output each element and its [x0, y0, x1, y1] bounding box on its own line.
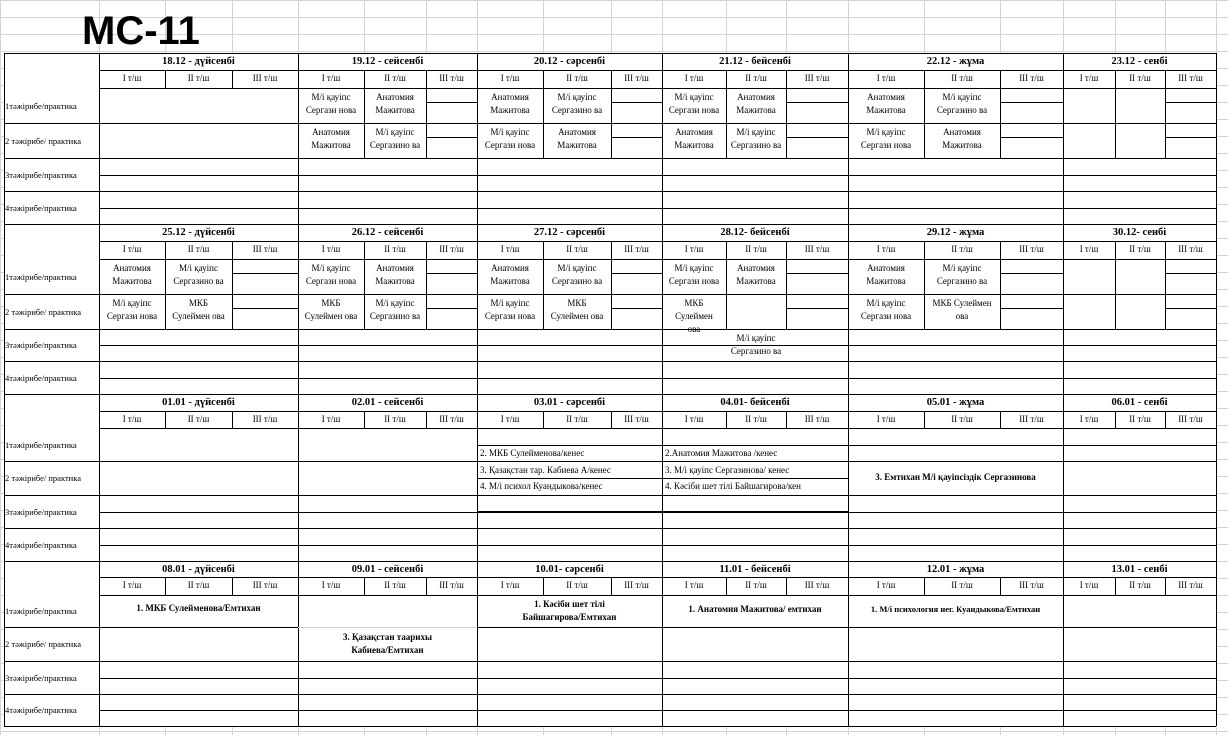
- shift-label: ІІ т/ш: [745, 244, 767, 254]
- row-border: [99, 123, 1216, 124]
- day-header: 25.12 - дүйсенбі: [162, 227, 235, 238]
- lesson-text: Сулеймен: [675, 311, 713, 321]
- shift-label: ІІ т/ш: [384, 244, 406, 254]
- week-bottom-border: [4, 726, 1216, 727]
- lesson-text: МКБ Сулеймен: [932, 298, 992, 308]
- page-title: МС-11: [82, 9, 200, 53]
- day-header: 12.01 - жұма: [926, 564, 985, 575]
- shift-label: ІІІ т/ш: [1019, 414, 1044, 424]
- row-label: 4тәжірибе/практика: [5, 540, 77, 550]
- shift-label: ІІ т/ш: [187, 73, 210, 83]
- row-subborder: [99, 710, 1216, 711]
- cell-subline: [662, 478, 848, 479]
- day-header-border: [99, 411, 1216, 412]
- shift-border: [786, 259, 787, 329]
- shift-label: І т/ш: [321, 244, 341, 254]
- lesson-text: Мажитова: [866, 276, 906, 286]
- row-label-border: [4, 294, 99, 295]
- lesson-text: Мажитова: [311, 140, 351, 150]
- row-label: 1тәжірибе/практика: [5, 101, 77, 111]
- shift-border: [1000, 88, 1001, 158]
- lesson-text: Мажитова: [375, 276, 415, 286]
- row-label: 1тәжірибе/практика: [5, 606, 77, 616]
- row-label-border: [4, 461, 99, 462]
- lesson-text: МКБ: [567, 298, 587, 308]
- day-header: 13.01 - сенбі: [1111, 564, 1168, 575]
- shift-label: І т/ш: [500, 580, 520, 590]
- cell-subline: [426, 273, 477, 274]
- row-label-border: [4, 329, 99, 330]
- lesson-text: М/і қауіпс: [866, 298, 906, 308]
- shift-label: ІІІ т/ш: [804, 73, 830, 83]
- lesson-text: Анатомия: [113, 263, 151, 273]
- row-subborder: [99, 378, 1216, 379]
- shift-label: ІІІ т/ш: [439, 73, 464, 83]
- shift-label: ІІІ т/ш: [1019, 244, 1044, 254]
- cell-subline: [477, 528, 662, 529]
- row-label: 3тәжірибе/практика: [5, 340, 77, 350]
- row-label: 2 тәжірибе/ практика: [5, 307, 81, 317]
- shift-label: І т/ш: [122, 73, 142, 83]
- row-label: 2 тәжірибе/ практика: [5, 639, 81, 649]
- lesson-text: Анатомия: [737, 263, 775, 273]
- row-subborder: [99, 208, 1216, 209]
- shift-label: ІІ т/ш: [566, 244, 588, 254]
- cell-subline: [1165, 273, 1216, 274]
- row-label-border: [4, 495, 99, 496]
- shift-label: ІІІ т/ш: [439, 414, 464, 424]
- lesson-text: Анатомия: [491, 263, 529, 273]
- day-header: 03.01 - сәрсенбі: [533, 397, 606, 408]
- row-label: 2 тәжірибе/ практика: [5, 473, 81, 483]
- shift-label: ІІІ т/ш: [804, 414, 830, 424]
- shift-label: І т/ш: [500, 244, 520, 254]
- shift-label: ІІІ т/ш: [1019, 580, 1044, 590]
- cell-subline: [477, 478, 662, 479]
- shift-label: ІІ т/ш: [745, 73, 767, 83]
- shift-border: [1115, 259, 1116, 329]
- lesson-text: Сергази нова: [106, 311, 158, 321]
- row-border: [99, 661, 1216, 662]
- lesson-text: Мажитова: [375, 105, 415, 115]
- shift-label: І т/ш: [684, 414, 704, 424]
- consultation-text: 3. М/і қауіпс Сергазинова/ кенес: [665, 464, 790, 475]
- lesson-text: Анатомия: [491, 92, 529, 102]
- shift-label: І т/ш: [500, 73, 520, 83]
- row-subborder: [99, 175, 1216, 176]
- lesson-text: Сергазино ва: [173, 276, 224, 286]
- day-header: 30.12- сенбі: [1112, 227, 1167, 238]
- consultation-text: 2.Анатомия Мажитова /кенес: [665, 448, 778, 458]
- consultation-text: 2. МКБ Сулейменова/кенес: [480, 448, 585, 458]
- lesson-text: Сергази нова: [484, 140, 536, 150]
- cell-subline: [611, 308, 662, 309]
- shift-header-border: [99, 595, 1216, 596]
- shift-label: І т/ш: [876, 414, 896, 424]
- shift-label: ІІІ т/ш: [804, 580, 830, 590]
- shift-label: І т/ш: [122, 414, 142, 424]
- cell-subline: [611, 273, 662, 274]
- day-header: 20.12 - сәрсенбі: [533, 56, 606, 67]
- lesson-text: М/і қауіпс: [942, 92, 982, 102]
- lesson-text: М/і қауіпс: [375, 298, 415, 308]
- shift-border: [786, 88, 787, 158]
- lesson-text: Сергазино ва: [936, 105, 988, 115]
- cell-subline: [298, 627, 477, 628]
- day-header: 28.12- бейсенбі: [720, 227, 790, 238]
- shift-label: І т/ш: [876, 580, 896, 590]
- shift-label: І т/ш: [1079, 414, 1099, 424]
- shift-label: І т/ш: [321, 73, 341, 83]
- lesson-text: МКБ: [684, 298, 704, 308]
- lesson-text: Сергази нова: [305, 276, 357, 286]
- lesson-text: Мажитова: [490, 105, 530, 115]
- sheet-gridline: [0, 731, 1228, 732]
- cell-subline: [662, 461, 848, 462]
- shift-label: І т/ш: [684, 244, 704, 254]
- shift-label: І т/ш: [876, 73, 896, 83]
- lesson-text: М/і қауіпс: [674, 92, 714, 102]
- lesson-text: МКБ: [321, 298, 341, 308]
- table-body: [4, 53, 1216, 727]
- shift-label: ІІ т/ш: [187, 580, 210, 590]
- row-label-border: [4, 158, 99, 159]
- cell-subline: [232, 273, 298, 274]
- day-header-border: [99, 70, 1216, 71]
- lesson-text: М/і қауіпс: [736, 333, 776, 343]
- exam-text: 1. М/і психология нег. Куандыкова/Емтихан: [870, 604, 1041, 614]
- shift-label: ІІ т/ш: [187, 244, 210, 254]
- lesson-text: Сергази нова: [484, 311, 536, 321]
- cell-subline: [1165, 102, 1216, 103]
- shift-label: І т/ш: [684, 73, 704, 83]
- row-label: 1тәжірибе/практика: [5, 440, 77, 450]
- shift-label: І т/ш: [122, 580, 142, 590]
- shift-label: І т/ш: [1079, 244, 1099, 254]
- exam-text: 1. МКБ Сулейменова/Емтихан: [136, 603, 261, 613]
- lesson-text: М/і қауіпс: [557, 92, 597, 102]
- lesson-text: Анатомия: [558, 127, 596, 137]
- shift-label: ІІІ т/ш: [252, 73, 278, 83]
- shift-label: ІІ т/ш: [745, 414, 767, 424]
- day-header: 19.12 - сейсенбі: [351, 56, 424, 67]
- lesson-text: Мажитова: [736, 105, 776, 115]
- shift-border: [611, 259, 612, 329]
- shift-label: ІІ т/ш: [951, 73, 973, 83]
- shift-label: І т/ш: [1079, 580, 1099, 590]
- cell-subline: [1165, 137, 1216, 138]
- shift-label: ІІІ т/ш: [1019, 73, 1044, 83]
- cell-subline: [786, 137, 848, 138]
- exam-text: Байшагирова/Емтихан: [522, 612, 617, 622]
- lesson-text: Анатомия: [867, 92, 905, 102]
- lesson-text: МКБ: [188, 298, 209, 308]
- cell-subline: [426, 308, 477, 309]
- shift-label: ІІ т/ш: [1129, 580, 1151, 590]
- shift-label: ІІ т/ш: [1129, 244, 1151, 254]
- lesson-text: М/і қауіпс: [736, 127, 776, 137]
- cell-subline: [786, 102, 848, 103]
- shift-border: [1165, 88, 1166, 158]
- day-header: 11.01 - бейсенбі: [719, 564, 791, 575]
- shift-label: ІІІ т/ш: [252, 414, 278, 424]
- lesson-text: Сергазино ва: [936, 276, 988, 286]
- shift-label: ІІІ т/ш: [439, 244, 464, 254]
- lesson-text: Сергази нова: [860, 311, 912, 321]
- shift-label: ІІІ т/ш: [624, 73, 649, 83]
- lesson-text: М/і қауіпс: [557, 263, 597, 273]
- row-label: 3тәжірибе/практика: [5, 673, 77, 683]
- shift-header-border: [99, 428, 1216, 429]
- exam-text: 3. Емтихан М/і қауіпсіздік Сергазинова: [875, 472, 1036, 482]
- shift-label: ІІ т/ш: [745, 580, 767, 590]
- lesson-text: Сулеймен ова: [304, 311, 358, 321]
- lesson-text: Сергазино ва: [551, 105, 603, 115]
- sheet-gridline: [0, 0, 1, 735]
- row-label-border: [4, 661, 99, 662]
- row-label-border: [4, 123, 99, 124]
- lesson-text: Анатомия: [867, 263, 905, 273]
- day-header: 22.12 - жұма: [926, 56, 985, 67]
- shift-border: [426, 88, 427, 158]
- exam-text: 3. Қазақстан таарихы: [342, 632, 433, 642]
- shift-border: [426, 259, 427, 329]
- lesson-text: Мажитова: [490, 276, 530, 286]
- day-header: 29.12 - жұма: [926, 227, 985, 238]
- lesson-text: М/і қауіпс: [490, 127, 530, 137]
- row-border: [99, 158, 1216, 159]
- row-label: 3тәжірибе/практика: [5, 507, 77, 517]
- lesson-text: М/і қауіпс: [311, 263, 351, 273]
- cell-subline: [1000, 102, 1063, 103]
- lesson-text: М/і қауіпс: [674, 263, 714, 273]
- right-border: [1216, 224, 1217, 394]
- shift-label: ІІ т/ш: [1129, 414, 1151, 424]
- cell-subline: [232, 308, 298, 309]
- shift-label: І т/ш: [684, 580, 704, 590]
- shift-label: ІІ т/ш: [951, 580, 973, 590]
- shift-label: ІІ т/ш: [951, 414, 973, 424]
- day-header: 01.01 - дүйсенбі: [162, 397, 235, 408]
- shift-label: ІІІ т/ш: [1178, 414, 1203, 424]
- lesson-text: М/і қауіпс: [866, 127, 906, 137]
- lesson-text: Мажитова: [112, 276, 152, 286]
- row-subborder: [99, 512, 1216, 513]
- cell-subline: [477, 445, 662, 446]
- shift-label: І т/ш: [1079, 73, 1099, 83]
- shift-label: ІІІ т/ш: [1178, 580, 1203, 590]
- row-border: [99, 361, 1216, 362]
- lesson-text: Анатомия: [312, 127, 350, 137]
- row-label-border: [4, 361, 99, 362]
- day-header: 18.12 - дүйсенбі: [162, 56, 235, 67]
- cell-subline: [611, 102, 662, 103]
- consultation-text: 4. Кәсіби шет тілі Байшагирова/кен: [665, 481, 801, 491]
- cell-subline: [848, 445, 1216, 446]
- row-label-border: [4, 528, 99, 529]
- row-label: 1тәжірибе/практика: [5, 272, 77, 282]
- shift-header-border: [99, 259, 1216, 260]
- shift-label: ІІ т/ш: [951, 244, 973, 254]
- lesson-text: Сергази нова: [668, 105, 720, 115]
- cell-subline: [1000, 137, 1063, 138]
- cell-subline: [611, 137, 662, 138]
- day-header: 21.12 - бейсенбі: [719, 56, 791, 67]
- shift-label: І т/ш: [321, 580, 341, 590]
- lesson-text: Сергазино ва: [730, 346, 782, 356]
- exam-text: 1. Анатомия Мажитова/ емтихан: [688, 604, 822, 614]
- cell-subline: [477, 511, 662, 512]
- cell-subline: [426, 102, 477, 103]
- cell-subline: [1000, 308, 1063, 309]
- day-header: 10.01- сәрсенбі: [535, 564, 604, 575]
- cell-subline: [477, 461, 662, 462]
- lesson-text: Сергази нова: [860, 140, 912, 150]
- day-header: 06.01 - сенбі: [1111, 397, 1168, 408]
- row-label: 4тәжірибе/практика: [5, 373, 77, 383]
- exam-text: Кабиева/Емтихан: [351, 645, 424, 655]
- lesson-text: Анатомия: [943, 127, 981, 137]
- day-header: 02.01 - сейсенбі: [351, 397, 424, 408]
- lesson-text: Сергази нова: [305, 105, 357, 115]
- lesson-text: М/і қауіпс: [490, 298, 530, 308]
- lesson-text: Мажитова: [866, 105, 906, 115]
- lesson-text: ова: [955, 311, 969, 321]
- shift-label: ІІІ т/ш: [439, 580, 464, 590]
- cell-subline: [848, 495, 1216, 496]
- lesson-text: Сергазино ва: [369, 311, 421, 321]
- shift-label: І т/ш: [321, 414, 341, 424]
- row-border: [99, 694, 1216, 695]
- cell-subline: [786, 308, 848, 309]
- shift-label: ІІІ т/ш: [252, 244, 278, 254]
- lesson-text: М/і қауіпс: [375, 127, 415, 137]
- cell-subline: [477, 495, 662, 496]
- lesson-text: Анатомия: [376, 263, 414, 273]
- shift-label: ІІІ т/ш: [1178, 244, 1203, 254]
- shift-label: ІІІ т/ш: [624, 244, 649, 254]
- consultation-text: 4. М/і психол Куандыкова/кенес: [480, 481, 603, 491]
- lesson-text: Анатомия: [737, 92, 775, 102]
- day-header: 09.01 - сейсенбі: [351, 564, 424, 575]
- cell-subline: [662, 511, 848, 512]
- day-header: 23.12 - сенбі: [1111, 56, 1168, 67]
- lesson-text: Мажитова: [942, 140, 982, 150]
- row-label: 3тәжірибе/практика: [5, 170, 77, 180]
- lesson-text: Анатомия: [376, 92, 414, 102]
- row-subborder: [99, 678, 1216, 679]
- lesson-text: Сулеймен ова: [172, 311, 225, 321]
- lesson-text: Сергазино ва: [551, 276, 603, 286]
- lesson-text: Анатомия: [675, 127, 713, 137]
- row-label: 4тәжірибе/практика: [5, 705, 77, 715]
- shift-label: ІІ т/ш: [187, 414, 210, 424]
- shift-label: І т/ш: [122, 244, 142, 254]
- right-border: [1216, 394, 1217, 561]
- lesson-text: М/і қауіпс: [112, 298, 152, 308]
- lesson-text: Мажитова: [557, 140, 597, 150]
- shift-header-border: [99, 88, 1216, 89]
- day-header: 05.01 - жұма: [926, 397, 985, 408]
- shift-border: [232, 259, 233, 329]
- row-border: [99, 329, 1216, 330]
- lesson-text: Мажитова: [736, 276, 776, 286]
- row-subborder: [99, 345, 1216, 346]
- lesson-text: Сергазино ва: [369, 140, 421, 150]
- shift-border: [1115, 88, 1116, 158]
- shift-label: ІІІ т/ш: [252, 580, 278, 590]
- lesson-text: Сергазино ва: [730, 140, 782, 150]
- shift-label: І т/ш: [500, 414, 520, 424]
- cell-subline: [1165, 308, 1216, 309]
- day-header: 04.01- бейсенбі: [720, 397, 790, 408]
- sheet-gridline: [0, 0, 1228, 1]
- day-header: 08.01 - дүйсенбі: [162, 564, 235, 575]
- exam-text: 1. Кәсіби шет тілі: [534, 599, 605, 609]
- lesson-text: М/і қауіпс: [942, 263, 982, 273]
- cell-subline: [662, 445, 848, 446]
- lesson-text: Сулеймен ова: [550, 311, 604, 321]
- shift-border: [1165, 259, 1166, 329]
- lesson-text: Сергази нова: [668, 276, 720, 286]
- row-label-border: [4, 627, 99, 628]
- row-border: [99, 191, 1216, 192]
- row-label-border: [4, 191, 99, 192]
- shift-label: ІІ т/ш: [566, 580, 588, 590]
- shift-label: ІІІ т/ш: [624, 414, 649, 424]
- right-border: [1216, 53, 1217, 224]
- shift-label: І т/ш: [876, 244, 896, 254]
- right-border: [1216, 561, 1217, 726]
- shift-border: [611, 88, 612, 158]
- day-header: 27.12 - сәрсенбі: [533, 227, 606, 238]
- lesson-text: М/і қауіпс: [311, 92, 351, 102]
- cell-subline: [662, 495, 848, 496]
- shift-label: ІІ т/ш: [566, 73, 588, 83]
- shift-label: ІІ т/ш: [1129, 73, 1151, 83]
- lesson-text: Мажитова: [674, 140, 714, 150]
- row-label: 2 тәжірибе/ практика: [5, 136, 81, 146]
- cell-subline: [1000, 273, 1063, 274]
- shift-label: ІІ т/ш: [384, 73, 406, 83]
- shift-label: ІІІ т/ш: [804, 244, 830, 254]
- row-border: [99, 627, 1216, 628]
- shift-label: ІІ т/ш: [384, 580, 406, 590]
- cell-subline: [426, 137, 477, 138]
- shift-border: [1000, 259, 1001, 329]
- lesson-text: М/і қауіпс: [179, 263, 218, 273]
- row-label-border: [4, 694, 99, 695]
- row-label: 4тәжірибе/практика: [5, 203, 77, 213]
- consultation-text: 3. Қазақстан тар. Кабиева А/кенес: [480, 464, 611, 475]
- shift-label: ІІІ т/ш: [1178, 73, 1203, 83]
- row-subborder: [99, 545, 1216, 546]
- shift-label: ІІ т/ш: [566, 414, 588, 424]
- lesson-text: ова: [687, 324, 701, 334]
- shift-label: ІІ т/ш: [384, 414, 406, 424]
- cell-subline: [662, 528, 848, 529]
- shift-label: ІІІ т/ш: [624, 580, 649, 590]
- day-header-border: [99, 241, 1216, 242]
- day-header: 26.12 - сейсенбі: [351, 227, 424, 238]
- cell-subline: [786, 273, 848, 274]
- row-border: [99, 294, 1216, 295]
